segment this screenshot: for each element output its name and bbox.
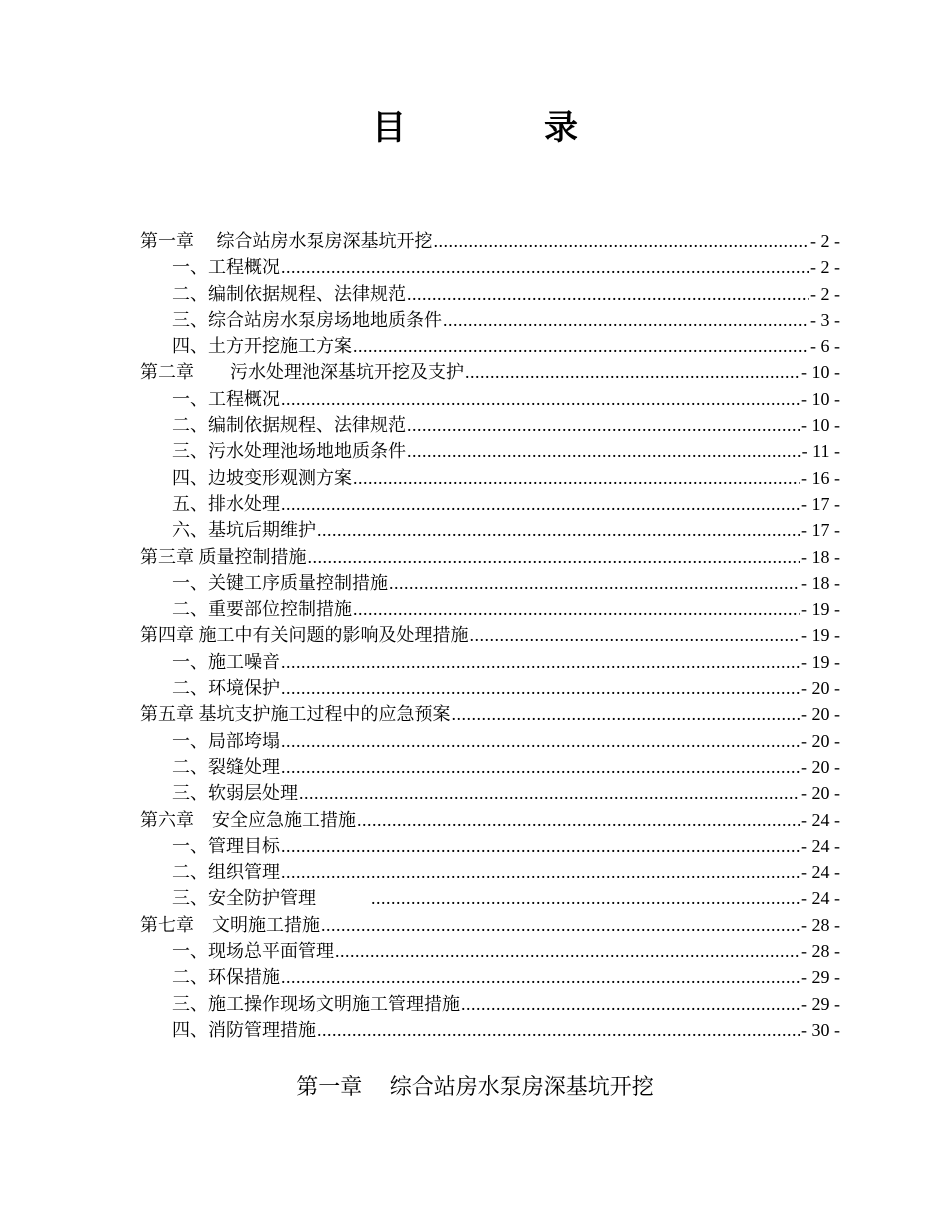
toc-page-number: - 20 - [801, 678, 840, 699]
toc-dot-leader [465, 359, 800, 385]
toc-entry-text: 四、边坡变形观测方案 [172, 467, 352, 488]
toc-entry-text: 第五章 基坑支护施工过程中的应急预案 [140, 704, 451, 725]
toc-dot-leader [281, 675, 800, 701]
toc-dot-leader [371, 885, 800, 911]
toc-page-number: - 2 - [810, 231, 840, 251]
toc-section-entry[interactable] [140, 833, 840, 859]
toc-page-number: - 10 - [801, 362, 840, 383]
toc-entry-text: 第七章 文明施工措施 [140, 914, 320, 935]
toc-page-number: - 10 - [801, 388, 840, 409]
toc-page-number: - 24 - [801, 835, 840, 856]
toc-page-number: - 18 - [801, 546, 840, 567]
toc-section-entry[interactable] [140, 964, 840, 990]
toc-dot-leader [407, 438, 801, 464]
toc-section-entry[interactable] [140, 1017, 840, 1043]
toc-entry-text: 一、工程概况 [172, 257, 280, 278]
toc-entry-text: 三、软弱层处理 [172, 783, 298, 804]
toc-page-number: - 24 - [801, 809, 840, 830]
toc-dot-leader [317, 517, 800, 543]
toc-dot-leader [443, 307, 809, 333]
toc-dot-leader [357, 807, 800, 833]
toc-page-number: - 10 - [801, 415, 840, 436]
toc-section-entry[interactable] [140, 675, 840, 701]
toc-entry-text: 一、现场总平面管理 [172, 941, 334, 962]
toc-dot-leader [353, 333, 809, 359]
toc-page-number: - 2 - [810, 257, 840, 278]
toc-entry-text: 二、裂缝处理 [172, 756, 280, 777]
toc-dot-leader [281, 754, 800, 780]
toc-dot-leader [281, 728, 800, 754]
toc-dot-leader [470, 622, 801, 648]
toc-page-number: - 3 - [810, 309, 840, 330]
table-of-contents [140, 228, 840, 1043]
toc-section-entry[interactable] [140, 333, 840, 359]
toc-page-number: - 16 - [801, 467, 840, 488]
toc-entry-text: 一、工程概况 [172, 388, 280, 409]
toc-dot-leader [389, 570, 800, 596]
toc-entry-text: 六、基坑后期维护 [172, 520, 316, 541]
toc-page-number: - 24 - [801, 862, 840, 883]
toc-dot-leader [308, 544, 801, 570]
toc-chapter-entry[interactable] [140, 228, 840, 254]
toc-entry-text: 二、编制依据规程、法律规范 [172, 283, 406, 304]
toc-chapter-entry[interactable] [140, 807, 840, 833]
toc-dot-leader [407, 281, 809, 307]
toc-section-entry[interactable] [140, 491, 840, 517]
toc-section-entry[interactable] [140, 754, 840, 780]
toc-page-number: - 28 - [801, 941, 840, 962]
toc-dot-leader [281, 833, 800, 859]
toc-entry-text: 四、消防管理措施 [172, 1019, 316, 1040]
toc-entry-text: 三、安全防护管理 [172, 888, 370, 909]
toc-entry-text: 二、环境保护 [172, 678, 280, 699]
toc-page-number: - 19 - [801, 599, 840, 620]
toc-page-number: - 29 - [801, 993, 840, 1014]
toc-page-number: - 24 - [801, 888, 840, 909]
toc-entry-text: 三、施工操作现场文明施工管理措施 [172, 993, 460, 1014]
toc-dot-leader [281, 491, 800, 517]
toc-entry-text: 二、编制依据规程、法律规范 [172, 415, 406, 436]
chapter-heading: 第一章 综合站房水泵房深基坑开挖 [296, 1074, 654, 1099]
toc-dot-leader [434, 228, 810, 254]
toc-page-number: - 20 - [801, 730, 840, 751]
toc-chapter-entry[interactable] [140, 544, 840, 570]
toc-page-number: - 17 - [801, 493, 840, 514]
toc-title-char-1: 目 [372, 108, 406, 148]
toc-entry-text: 五、排水处理 [172, 493, 280, 514]
toc-section-entry[interactable] [140, 859, 840, 885]
toc-page-number: - 19 - [801, 651, 840, 672]
toc-dot-leader [281, 649, 800, 675]
toc-section-entry[interactable] [140, 386, 840, 412]
toc-page-number: - 18 - [801, 572, 840, 593]
toc-section-entry[interactable] [140, 412, 840, 438]
toc-section-entry[interactable] [140, 938, 840, 964]
toc-dot-leader [407, 412, 800, 438]
toc-dot-leader [353, 465, 800, 491]
toc-dot-leader [281, 964, 800, 990]
toc-page-number: - 11 - [801, 441, 840, 462]
toc-section-entry[interactable] [140, 438, 840, 464]
toc-section-entry[interactable] [140, 281, 840, 307]
toc-page-number: - 20 - [801, 704, 840, 725]
toc-entry-text: 三、污水处理池场地地质条件 [172, 441, 406, 462]
toc-page-number: - 19 - [801, 625, 840, 646]
toc-section-entry[interactable] [140, 728, 840, 754]
toc-dot-leader [452, 701, 801, 727]
toc-entry-text: 三、综合站房水泵房场地地质条件 [172, 309, 442, 330]
toc-page-number: - 6 - [810, 336, 840, 357]
toc-section-entry[interactable] [140, 885, 840, 911]
toc-entry-text: 一、管理目标 [172, 835, 280, 856]
toc-dot-leader [317, 1017, 800, 1043]
toc-chapter-entry[interactable] [140, 622, 840, 648]
toc-page-number: - 28 - [801, 914, 840, 935]
toc-entry-text: 四、土方开挖施工方案 [172, 336, 352, 357]
toc-page-number: - 20 - [801, 756, 840, 777]
toc-dot-leader [281, 859, 800, 885]
toc-entry-text: 第六章 安全应急施工措施 [140, 809, 356, 830]
toc-dot-leader [281, 386, 800, 412]
toc-dot-leader [335, 938, 800, 964]
toc-entry-text: 二、组织管理 [172, 862, 280, 883]
toc-section-entry[interactable] [140, 307, 840, 333]
toc-section-entry[interactable] [140, 517, 840, 543]
toc-page-number: - 20 - [801, 783, 840, 804]
toc-page-number: - 17 - [801, 520, 840, 541]
toc-title-char-2: 录 [544, 108, 578, 148]
toc-dot-leader [461, 991, 800, 1017]
toc-section-entry[interactable] [140, 570, 840, 596]
toc-chapter-entry[interactable] [140, 912, 840, 938]
toc-page-number: - 29 - [801, 967, 840, 988]
toc-section-entry[interactable] [140, 649, 840, 675]
toc-entry-text: 二、重要部位控制措施 [172, 599, 352, 620]
toc-chapter-entry[interactable] [140, 701, 840, 727]
toc-section-entry[interactable] [140, 254, 840, 280]
toc-entry-text: 一、施工噪音 [172, 651, 280, 672]
toc-entry-text: 一、局部垮塌 [172, 730, 280, 751]
toc-chapter-entry[interactable] [140, 359, 840, 385]
toc-entry-text: 一、关键工序质量控制措施 [172, 572, 388, 593]
toc-dot-leader [353, 596, 800, 622]
toc-entry-text: 第三章 质量控制措施 [140, 546, 307, 567]
toc-page-number: - 2 - [810, 283, 840, 304]
toc-entry-text: 二、环保措施 [172, 967, 280, 988]
toc-dot-leader [321, 912, 800, 938]
toc-section-entry[interactable] [140, 465, 840, 491]
toc-dot-leader [281, 254, 809, 280]
toc-dot-leader [299, 780, 800, 806]
toc-entry-text: 第二章 污水处理池深基坑开挖及支护 [140, 362, 464, 383]
toc-section-entry[interactable] [140, 596, 840, 622]
toc-section-entry[interactable] [140, 991, 840, 1017]
toc-entry-text: 第一章 综合站房水泵房深基坑开挖 [140, 231, 433, 251]
toc-title [0, 100, 950, 149]
toc-entry-text: 第四章 施工中有关问题的影响及处理措施 [140, 625, 469, 646]
toc-section-entry[interactable] [140, 780, 840, 806]
toc-page-number: - 30 - [801, 1019, 840, 1040]
